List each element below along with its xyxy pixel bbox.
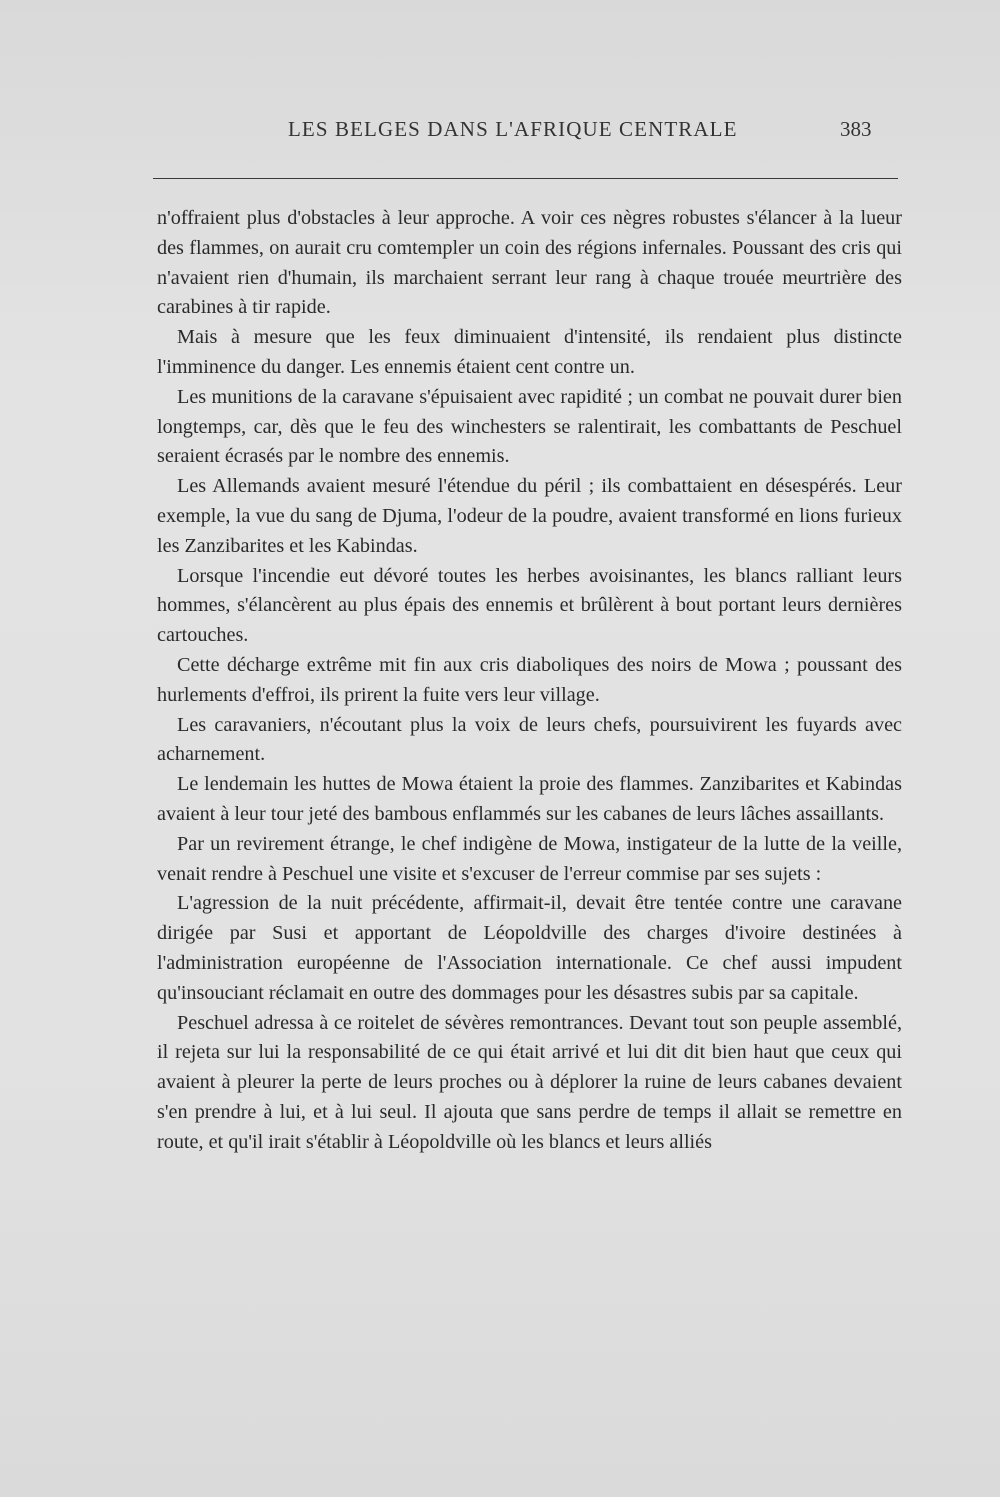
paragraph: L'agression de la nuit précédente, affirmait-il, devait être tentée contre une caravane dirigée par Susi et apportant de Léopoldville des charges d'ivoire destinées à l'administration européenne de l'Association internationale. Ce chef aussi impudent qu'insouciant réclamait en outre des dommages pour les désastres subis par sa capitale. bbox=[157, 892, 902, 1004]
paragraph: Les Allemands avaient mesuré l'étendue du péril ; ils combattaient en désespérés. Leur exemple, la vue du sang de Djuma, l'odeur de la poudre, avaient transformé en lions furieux les Zanzibarites et les Kabindas. bbox=[157, 475, 902, 557]
paragraph: Lorsque l'incendie eut dévoré toutes les herbes avoisinantes, les blancs ralliant leurs hommes, s'élancèrent au plus épais des ennemis et brûlèrent à bout portant leurs dernières cartouches. bbox=[157, 564, 902, 647]
paragraph: Les munitions de la caravane s'épuisaient avec rapidité ; un combat ne pouvait durer bien longtemps, car, dès que le feu des winchesters se ralentirait, les combattants de Peschuel seraient écrasés par le nombre des ennemis. bbox=[157, 385, 902, 468]
paragraph: Le lendemain les huttes de Mowa étaient la proie des flammes. Zanzibarites et Kabindas avaient à leur tour jeté des bambous enflammés sur les cabanes de leurs lâches assaillants. bbox=[157, 773, 902, 825]
body-text bbox=[157, 204, 902, 1158]
paragraph: Par un revirement étrange, le chef indigène de Mowa, instigateur de la lutte de la veille, venait rendre à Peschuel une visite et s'excuser de l'erreur commise par ses sujets : bbox=[157, 832, 902, 885]
page-number: 383 bbox=[840, 117, 872, 141]
paragraph: n'offraient plus d'obstacles à leur approche. A voir ces nègres robustes s'élancer à la lueur des flammes, on aurait cru comtempler un coin des régions infernales. Poussant des cris qui n'avaient rien d'humain, ils marchaient serrant leur rang à chaque trouée meurtrière des carabines à tir rapide. bbox=[157, 207, 902, 319]
paragraph: Mais à mesure que les feux diminuaient d'intensité, ils rendaient plus distincte l'imminence du danger. Les ennemis étaient cent contre un. bbox=[157, 326, 902, 378]
paragraph: Cette décharge extrême mit fin aux cris diaboliques des noirs de Mowa ; poussant des hurlements d'effroi, ils prirent la fuite vers leur village. bbox=[157, 653, 902, 706]
paragraph: Peschuel adressa à ce roitelet de sévères remontrances. Devant tout son peuple assemblé, il rejeta sur lui la responsabilité de ce qui était arrivé et lui dit dit bien haut que ceux qui avaient à pleurer la perte de leurs proches ou à déplorer la ruine de leurs cabanes devaient s'en prendre à lui, et à lui seul. Il ajouta que sans perdre de temps il allait se remettre en route, et qu'il irait s'établir à Léopoldville où les blancs et leurs alliés bbox=[157, 1011, 902, 1153]
header-rule bbox=[153, 178, 898, 179]
running-head: LES BELGES DANS L'AFRIQUE CENTRALE bbox=[288, 117, 738, 141]
paragraph: Les caravaniers, n'écoutant plus la voix de leurs chefs, poursuivirent les fuyards avec acharnement. bbox=[157, 713, 902, 766]
